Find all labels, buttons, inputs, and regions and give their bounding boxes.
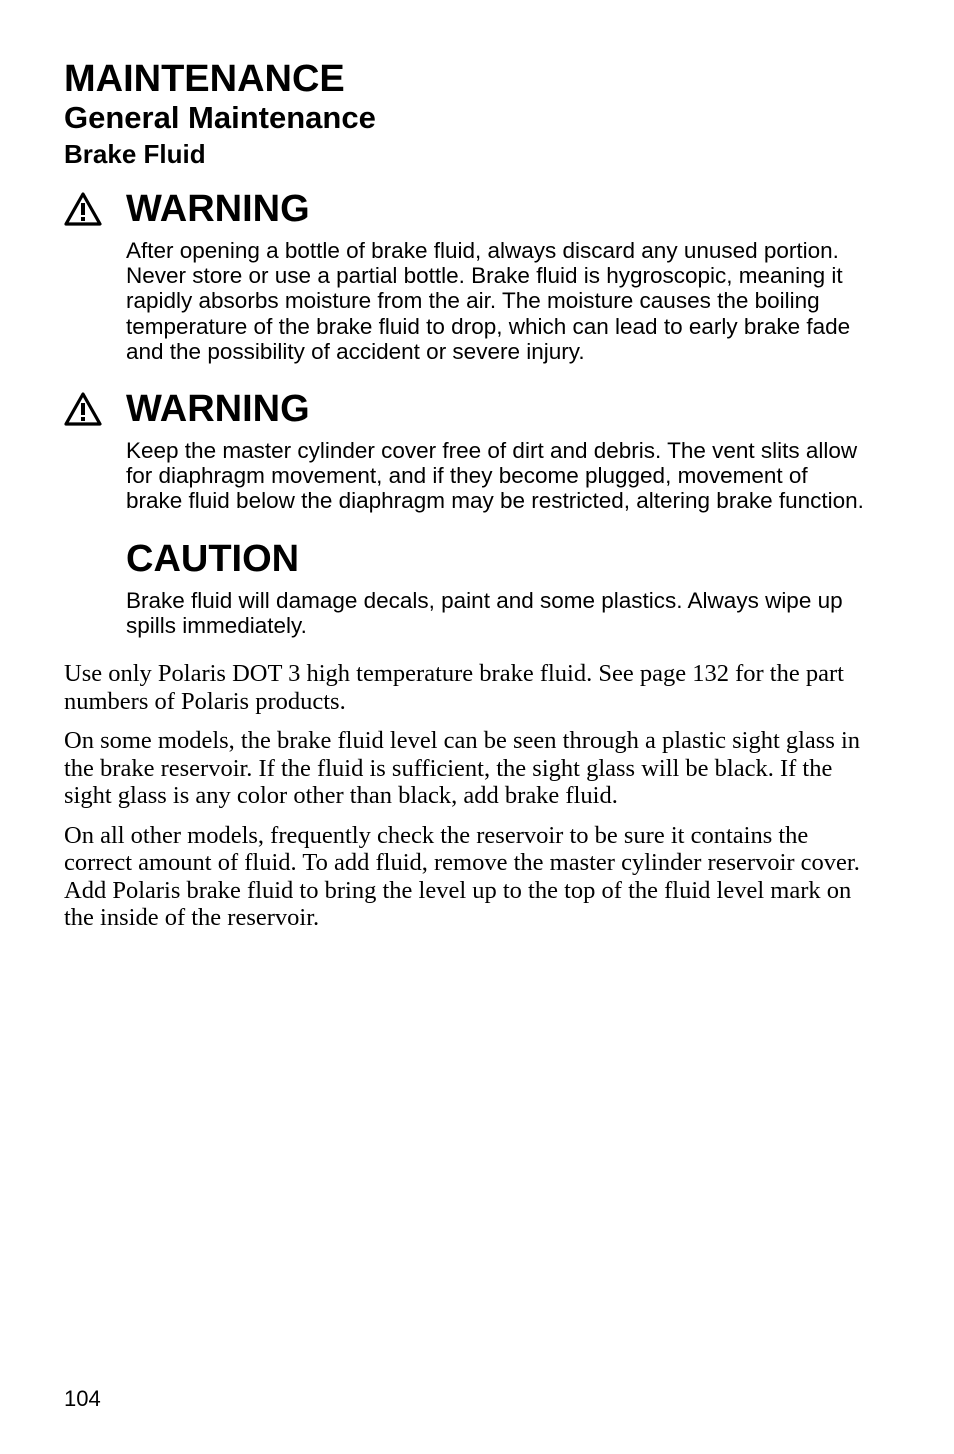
warning-title: WARNING [126, 188, 310, 230]
caution-title: CAUTION [126, 537, 300, 580]
warning-header [126, 184, 870, 234]
warning-text: After opening a bottle of brake fluid, always discard any unused portion. Never store or use a partial bottle. Brake fluid is hygroscopic, meaning it rapidly absorbs moisture from the air. The moisture causes the boiling temperature of the brake fluid to drop, which can lead to early brake fade and the possibility of accident or severe injury. [126, 238, 851, 364]
caution-header [126, 534, 870, 584]
warning-triangle-icon [64, 392, 102, 426]
warning-triangle-icon [64, 192, 102, 226]
body-paragraph-1: Use only Polaris DOT 3 high temperature brake fluid. See page 132 for the part numbers of Polaris products. [64, 660, 844, 715]
warning-notice-2 [64, 384, 870, 514]
warning-notice-1 [64, 184, 870, 364]
page-number: 104 [64, 1386, 101, 1411]
warning-header [126, 384, 870, 434]
warning-text: Keep the master cylinder cover free of dirt and debris. The vent slits allow for diaphragm movement, and if they become plugged, movement of brake fluid below the diaphragm may be restricted, altering brake function. [126, 438, 864, 514]
body-paragraph-3: On all other models, frequently check the reservoir to be sure it contains the correct amount of fluid. To add fluid, remove the master cylinder reservoir cover. Add Polaris brake fluid to bring the level up to the top of the fluid level mark on the inside of the reservoir. [64, 821, 860, 932]
page-content [64, 58, 870, 932]
caution-notice [64, 534, 870, 638]
body-paragraph-2: On some models, the brake fluid level can be seen through a plastic sight glass in the brake reservoir. If the fluid is sufficient, the sight glass will be black. If the sight glass is any color other than black, add brake fluid. [64, 727, 861, 810]
warning-title: WARNING [126, 388, 310, 431]
subsection-title: General Maintenance [64, 100, 376, 135]
section-title: MAINTENANCE [64, 58, 345, 100]
caution-text: Brake fluid will damage decals, paint and some plastics. Always wipe up spills immediately. [126, 587, 843, 638]
topic-title: Brake Fluid [64, 139, 206, 169]
